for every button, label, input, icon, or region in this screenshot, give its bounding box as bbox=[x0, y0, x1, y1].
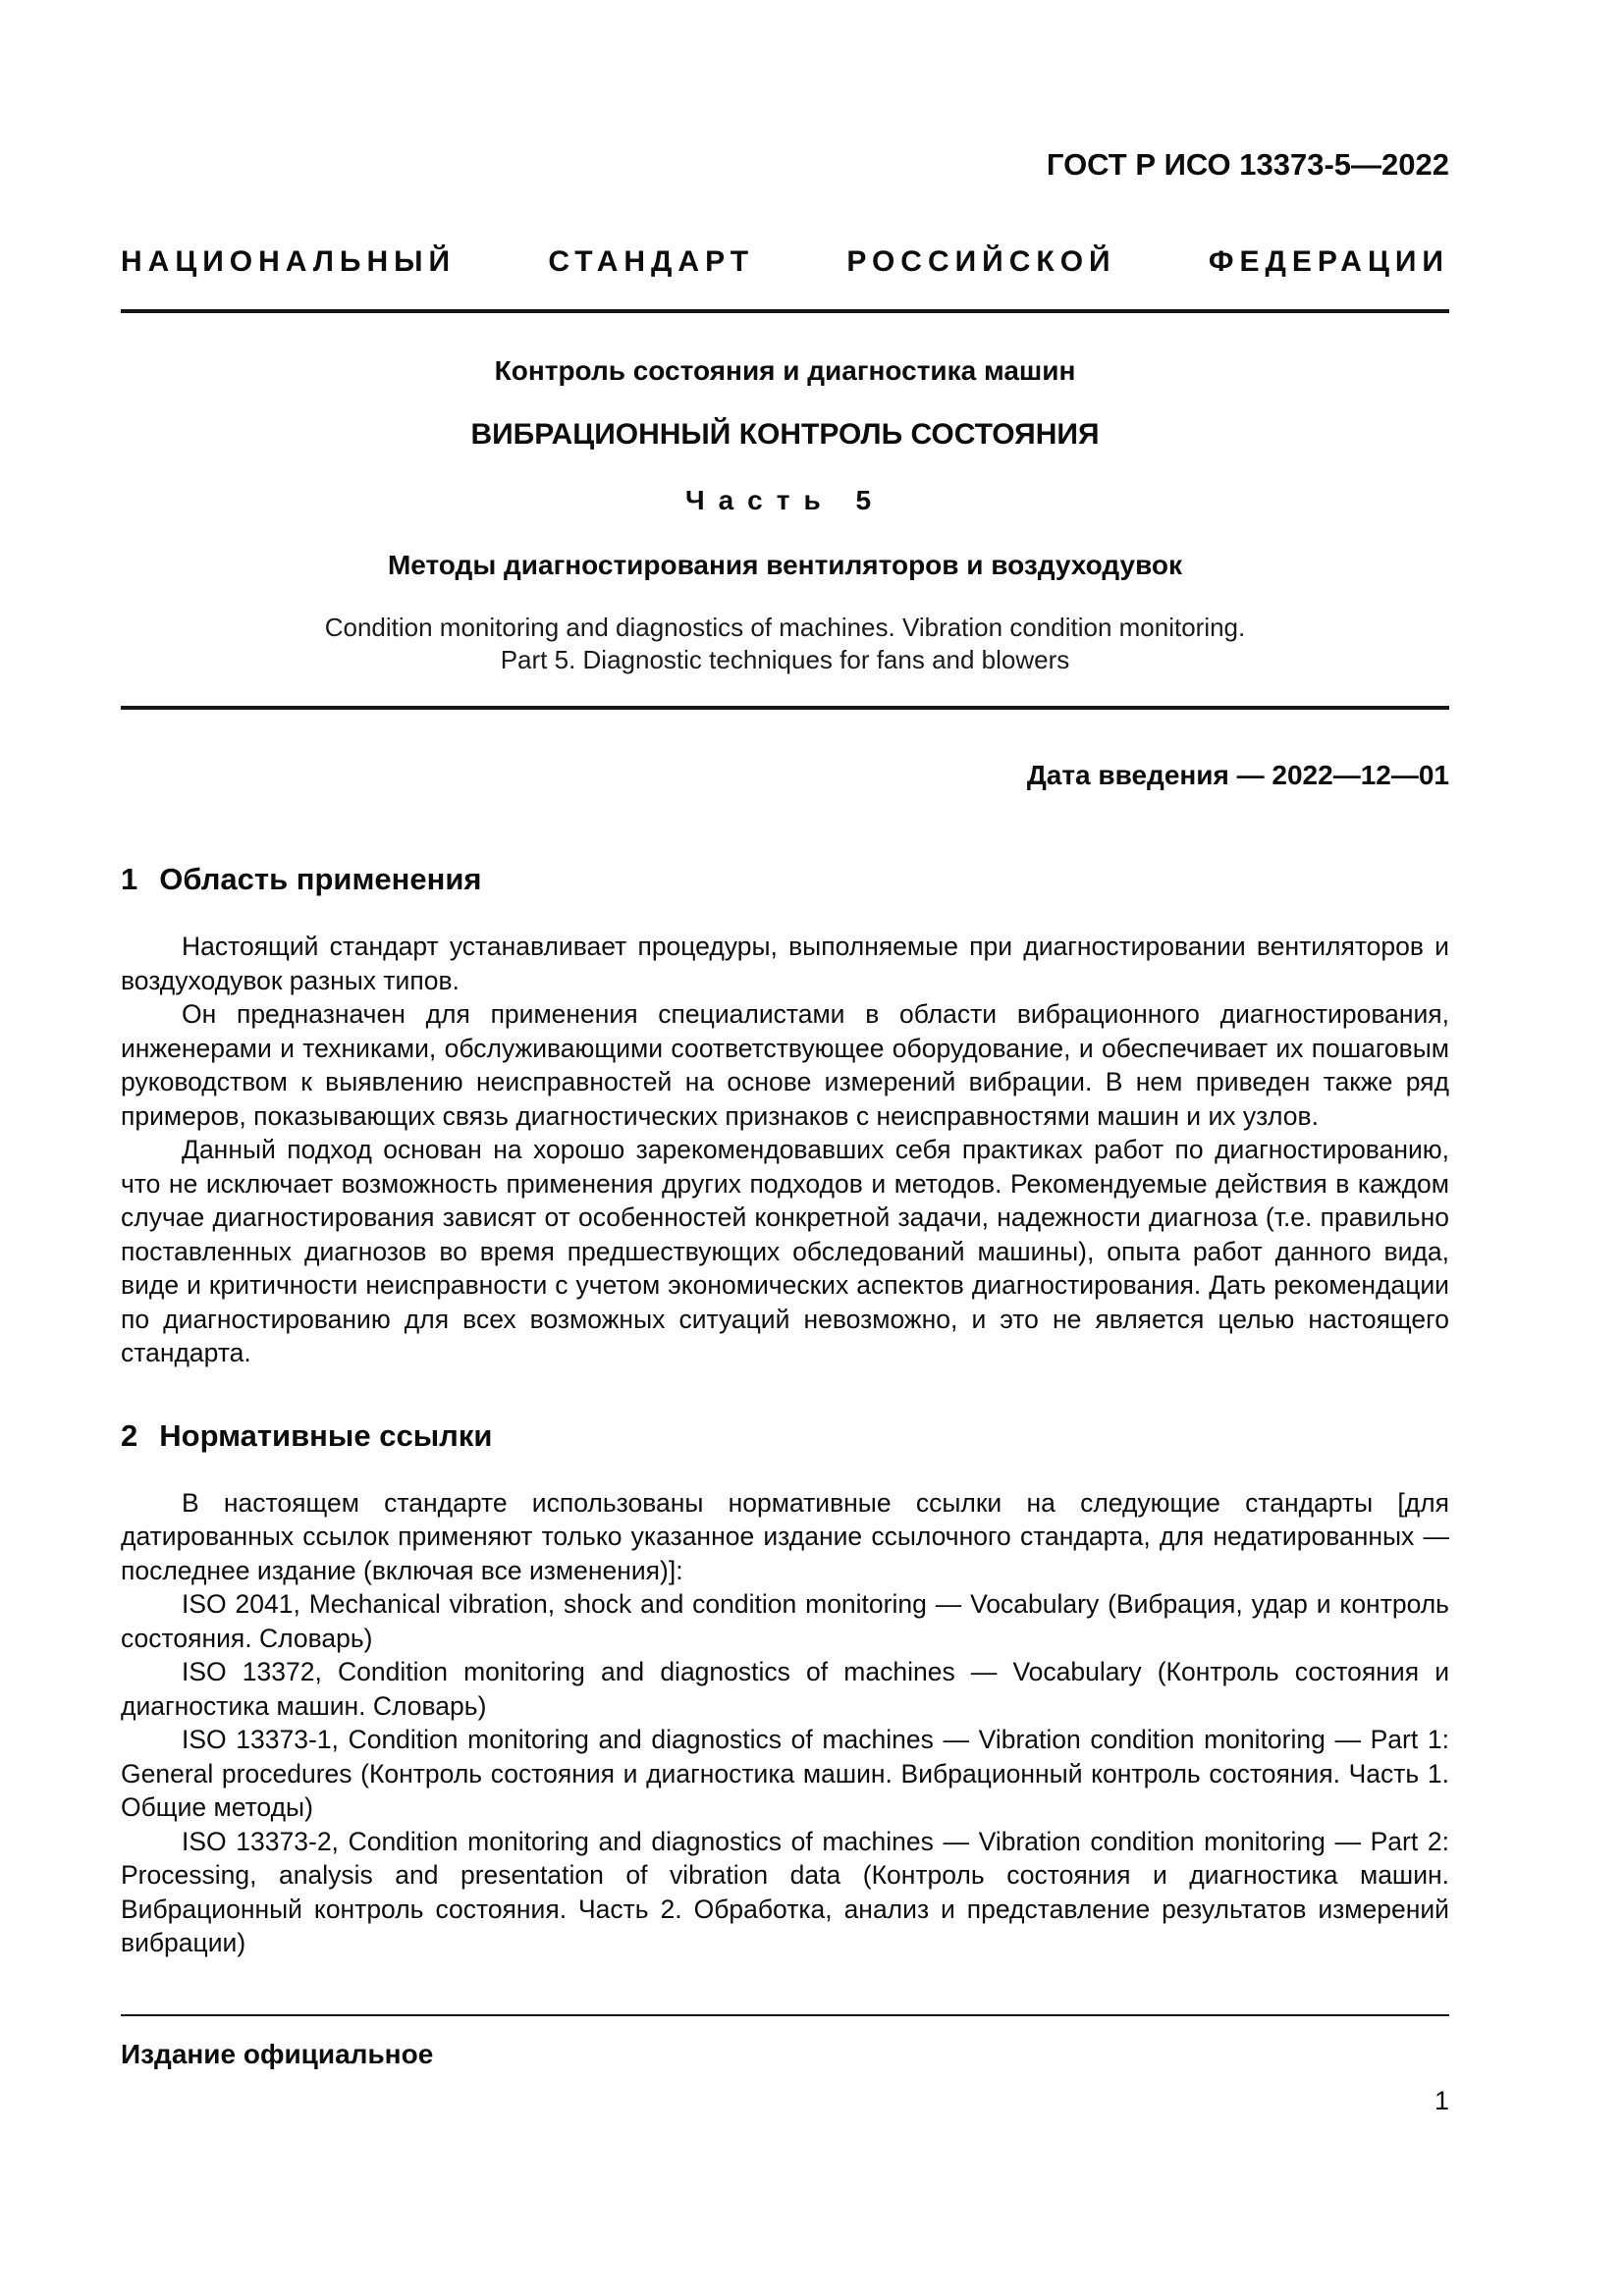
english-title bbox=[121, 612, 1449, 676]
section-1-number: 1 bbox=[121, 862, 138, 896]
standard-banner: НАЦИОНАЛЬНЫЙ СТАНДАРТ РОССИЙСКОЙ ФЕДЕРАЦИИ bbox=[121, 245, 1449, 278]
section-2-reference-iso-13373-2: ISO 13373-2, Condition monitoring and diagnostics of machines — Vibration condition monitoring — Part 2: Processing, analysis and presentation of vibration data (Контроль состояния и диагностика машин. Вибрационный контроль состояния. Часть 2. Обработка, анализ и представление результатов измерений вибрации) bbox=[121, 1826, 1449, 1957]
title-rule bbox=[121, 706, 1449, 710]
effective-date: Дата введения — 2022—12—01 bbox=[1026, 760, 1449, 790]
header-rule bbox=[121, 309, 1449, 313]
section-2-paragraph-1: В настоящем стандарте использованы нормативные ссылки на следующие стандарты [для датированных ссылок применяют только указанное издание ссылочного стандарта, для недатированных — последнее издание (включая все изменения)]: bbox=[121, 1487, 1449, 1585]
doc-code: ГОСТ Р ИСО 13373-5—2022 bbox=[1046, 147, 1449, 182]
title-block bbox=[121, 354, 1449, 676]
edition-note: Издание официальное bbox=[121, 2039, 434, 2069]
part-label: Часть 5 bbox=[684, 485, 886, 515]
section-2-number: 2 bbox=[121, 1417, 138, 1453]
subject-title: Контроль состояния и диагностика машин bbox=[494, 355, 1076, 386]
subtitle: Методы диагностирования вентиляторов и воздуходувок bbox=[387, 550, 1183, 580]
section-2-heading bbox=[121, 1417, 1449, 1455]
section-1-paragraph-3: Данный подход основан на хорошо зарекомендовавших себя практиках работ по диагностированию, что не исключает возможность применения других подходов и методов. Рекомендуемые действия в каждом случае диагностирования зависят от особенностей конкретной задачи, надежности диагноза (т.е. правильно поставленных диагнозов во время предшествующих обследований машины), опыта работ данного вида, виде и критичности неисправности с учетом экономических аспектов диагностирования. Дать рекомендации по диагностированию для всех возможных ситуаций невозможно, и это не является целью настоящего стандарта. bbox=[121, 1135, 1449, 1367]
page-number: 1 bbox=[1434, 2086, 1449, 2115]
section-1-heading bbox=[121, 861, 1449, 898]
main-title: ВИБРАЦИОННЫЙ КОНТРОЛЬ СОСТОЯНИЯ bbox=[470, 418, 1100, 451]
page-content bbox=[121, 0, 1449, 1960]
section-2-reference-iso-13373-1: ISO 13373-1, Condition monitoring and diagnostics of machines — Vibration condition monitoring — Part 1: General procedures (Контроль состояния и диагностика машин. Вибрационный контроль состояния. Часть 1. Общие методы) bbox=[121, 1725, 1449, 1822]
section-2-reference-iso-2041: ISO 2041, Mechanical vibration, shock and condition monitoring — Vocabulary (Вибрация, удар и контроль состояния. Словарь) bbox=[121, 1589, 1449, 1653]
section-1-title: Область применения bbox=[159, 862, 482, 896]
section-2-title: Нормативные ссылки bbox=[159, 1417, 493, 1453]
footer-rule bbox=[121, 2014, 1449, 2016]
english-title-line1: Condition monitoring and diagnostics of machines. Vibration condition monitoring. bbox=[324, 613, 1246, 642]
page-footer bbox=[121, 2014, 1449, 2116]
section-1-paragraph-1: Настоящий стандарт устанавливает процедуры, выполняемые при диагностировании вентиляторов и воздуходувок разных типов. bbox=[121, 932, 1449, 995]
section-1-paragraph-2: Он предназначен для применения специалистами в области вибрационного диагностирования, инженерами и техниками, обслуживающими соответствующее оборудование, и обеспечивает их пошаговым руководством к выявлению неисправностей на основе измерений вибрации. В нем приведен также ряд примеров, показывающих связь диагностических признаков с неисправностями машин и их узлов. bbox=[121, 999, 1449, 1131]
section-2-reference-iso-13372: ISO 13372, Condition monitoring and diagnostics of machines — Vocabulary (Контроль состояния и диагностика машин. Словарь) bbox=[121, 1657, 1449, 1721]
english-title-line2: Part 5. Diagnostic techniques for fans and blowers bbox=[500, 645, 1070, 674]
